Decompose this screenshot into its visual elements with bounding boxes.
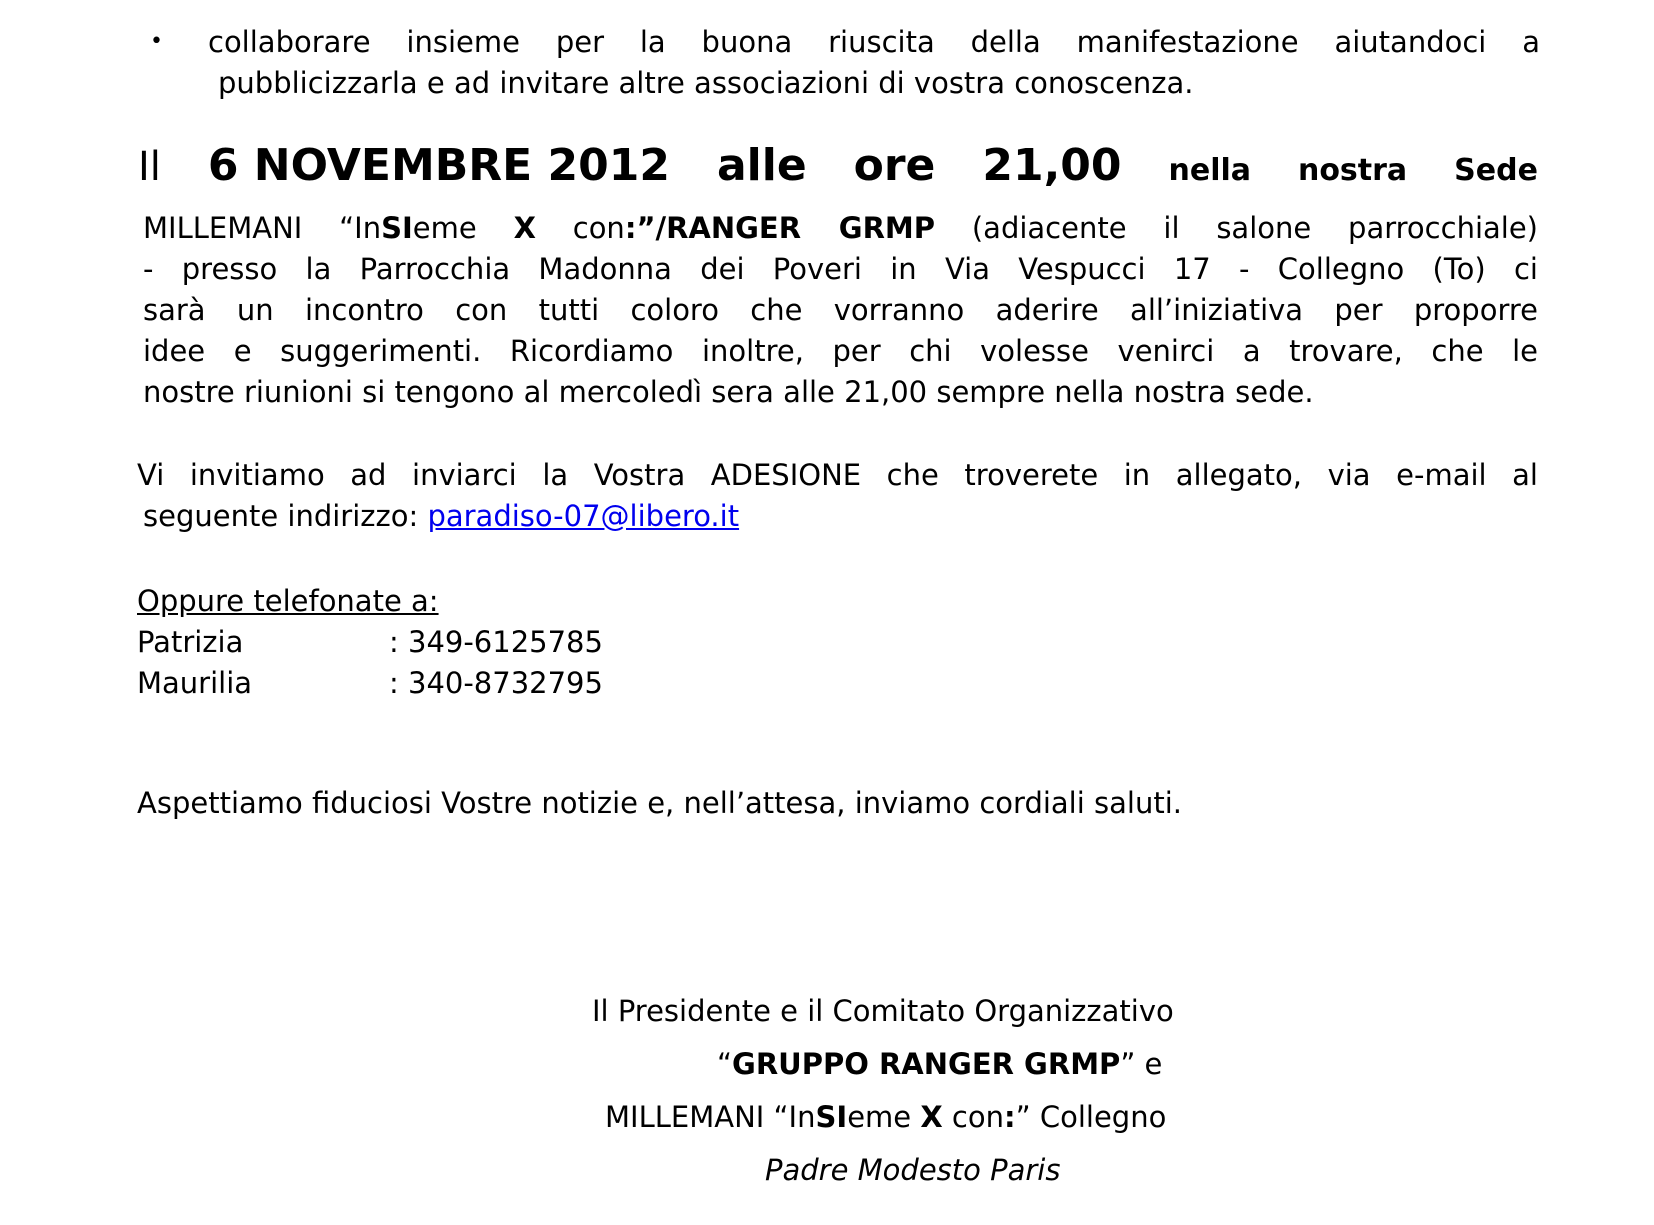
description-row-1: MILLEMANI “InSIeme X con:”/RANGER GRMP (adiacente il salone parrocchiale) (143, 211, 1538, 245)
description-row-4: idee e suggerimenti. Ricordiamo inoltre, per chi volesse venirci a trovare, che le (143, 334, 1538, 368)
adhesion-row-2: seguente indirizzo: paradiso-07@libero.it (143, 499, 740, 533)
contact-row (137, 622, 657, 663)
headline-nella: nella (1168, 153, 1252, 188)
contact-name: Maurilia (137, 666, 253, 700)
event-description (143, 208, 1538, 413)
signature-name: Padre Modesto Paris (765, 1153, 1061, 1187)
signature-line-1: Il Presidente e il Comitato Organizzativo (592, 994, 1174, 1028)
contacts-section (137, 581, 657, 704)
description-row-5: nostre riunioni si tengono al mercoledì sera alle 21,00 sempre nella nostra sede. (143, 375, 1314, 409)
signature-line-3: MILLEMANI “InSIeme X con:” Collegno (605, 1100, 1167, 1134)
headline-time: 21,00 (982, 140, 1122, 191)
bullet-text-line-2: pubblicizzarla e ad invitare altre associazioni di vostra conoscenza. (218, 66, 1194, 100)
bullet-icon: • (150, 29, 163, 54)
headline-ore: ore (853, 140, 936, 191)
headline-nostra: nostra (1297, 153, 1408, 188)
closing-sentence: Aspettiamo fiduciosi Vostre notizie e, nell’attesa, inviamo cordiali saluti. (137, 786, 1182, 820)
description-row-2: - presso la Parrocchia Madonna dei Poveri in Via Vespucci 17 - Collegno (To) ci (143, 252, 1538, 286)
description-row-3: sarà un incontro con tutti coloro che vorranno aderire all’iniziativa per proporre (143, 293, 1538, 327)
contact-row (137, 663, 657, 704)
adhesion-paragraph (137, 455, 1538, 537)
signature-line-2: “GRUPPO RANGER GRMP” e (717, 1047, 1163, 1081)
contact-number: : 340-8732795 (389, 666, 603, 700)
contact-name: Patrizia (137, 625, 244, 659)
adhesion-row-1: Vi invitiamo ad inviarci la Vostra ADESIONE che troverete in allegato, via e-mail al (137, 458, 1538, 492)
email-link[interactable]: paradiso-07@libero.it (427, 499, 740, 533)
contacts-heading: Oppure telefonate a: (137, 584, 439, 618)
contact-number: : 349-6125785 (389, 625, 603, 659)
event-headline (138, 140, 1538, 202)
headline-alle: alle (716, 140, 807, 191)
headline-date: 6 NOVEMBRE 2012 (207, 140, 671, 191)
headline-il: Il (138, 144, 161, 190)
bullet-text-line-1: collaborare insieme per la buona riuscita della manifestazione aiutandoci a (208, 25, 1540, 59)
headline-sede: Sede (1454, 153, 1538, 188)
bullet-item (150, 22, 1540, 62)
